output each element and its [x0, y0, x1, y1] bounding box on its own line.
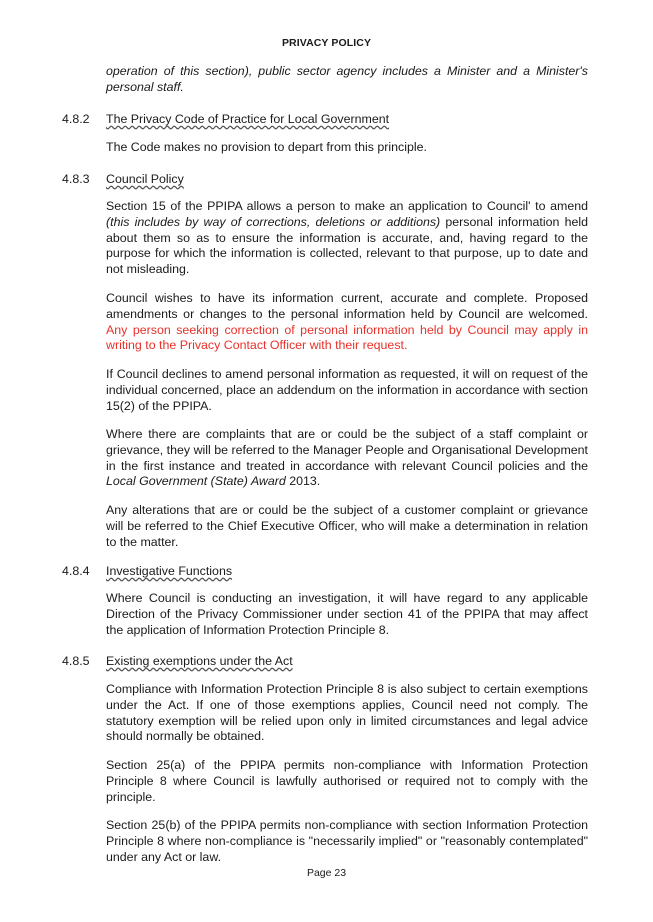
- intro-paragraph: operation of this section), public sector agency includes a Minister and a Minister's personal staff.: [106, 64, 588, 94]
- section-4-8-5-paragraph-1: Compliance with Information Protection Principle 8 is also subject to certain exemptions under the Act. If one of those exemptions applies, Council need not comply. The statutory exemption will be relied upon only in limited circumstances and legal advice should normally be obtained.: [106, 682, 588, 744]
- p4-text-c: 2013.: [285, 474, 321, 489]
- page-header-title: PRIVACY POLICY: [281, 37, 372, 49]
- section-title-4-8-3: Council Policy: [106, 172, 184, 186]
- p4-award-name: Local Government (State) Award: [106, 474, 286, 489]
- section-number-4-8-3: 4.8.3: [62, 172, 90, 186]
- section-title-4-8-2: The Privacy Code of Practice for Local Government: [106, 112, 390, 126]
- section-4-8-2-paragraph: The Code makes no provision to depart from this principle.: [106, 140, 427, 154]
- p2-highlighted-text: Any person seeking correction of personal information held by Council may apply in writing to the Privacy Contact Officer with their request.: [106, 322, 588, 353]
- section-number-4-8-5: 4.8.5: [62, 654, 90, 668]
- section-4-8-4-paragraph-1: Where Council is conducting an investigation, it will have regard to any applicable Direction of the Privacy Commissioner under section 41 of the PPIPA that may affect the application of Information Protection Principle 8.: [106, 591, 588, 637]
- p1-text-italic: (this includes by way of corrections, deletions or additions): [106, 214, 441, 229]
- section-4-8-3-paragraph-5: Any alterations that are or could be the subject of a customer complaint or grievance will be referred to the Chief Executive Officer, who will make a determination in relation to the matter.: [106, 503, 588, 549]
- p1-text-c: personal information held about them so as to ensure the information is accurate, and, having regard to the purpose for which the information is collected, relevant to that purpose, up to date and not misleading.: [106, 214, 589, 277]
- section-4-8-3-paragraph-1: [106, 199, 588, 278]
- section-number-4-8-2: 4.8.2: [62, 112, 90, 126]
- section-title-4-8-4: Investigative Functions: [106, 564, 233, 578]
- section-title-4-8-5: Existing exemptions under the Act: [106, 654, 293, 668]
- section-number-4-8-4: 4.8.4: [62, 564, 90, 578]
- section-4-8-3-paragraph-2: [106, 291, 588, 354]
- section-4-8-5-paragraph-3: Section 25(b) of the PPIPA permits non-compliance with section Information Protection Principle 8 where non-compliance is "necessarily implied" or "reasonably contemplated" under any Act or law.: [106, 818, 588, 864]
- p2-text-a: Council wishes to have its information current, accurate and complete. Proposed amendments or changes to the personal information held by Council are welcomed.: [106, 291, 588, 321]
- p1-text-a: Section 15 of the PPIPA allows a person to make an application to Council' to amend: [106, 199, 588, 213]
- p4-text-a: Where there are complaints that are or could be the subject of a staff complaint or grievance, they will be referred to the Manager People and Organisational Development in the first instance and treated in accordance with relevant Council policies and the: [106, 427, 588, 473]
- section-4-8-3-paragraph-4: [106, 427, 588, 490]
- page-number: Page 23: [306, 867, 347, 879]
- section-4-8-5-paragraph-2: Section 25(a) of the PPIPA permits non-compliance with Information Protection Principle 8 where Council is lawfully authorised or required not to comply with the principle.: [106, 758, 588, 804]
- section-4-8-3-paragraph-3: If Council declines to amend personal information as requested, it will on request of the individual concerned, place an addendum on the information in accordance with section 15(2) of the PPIPA.: [106, 367, 588, 413]
